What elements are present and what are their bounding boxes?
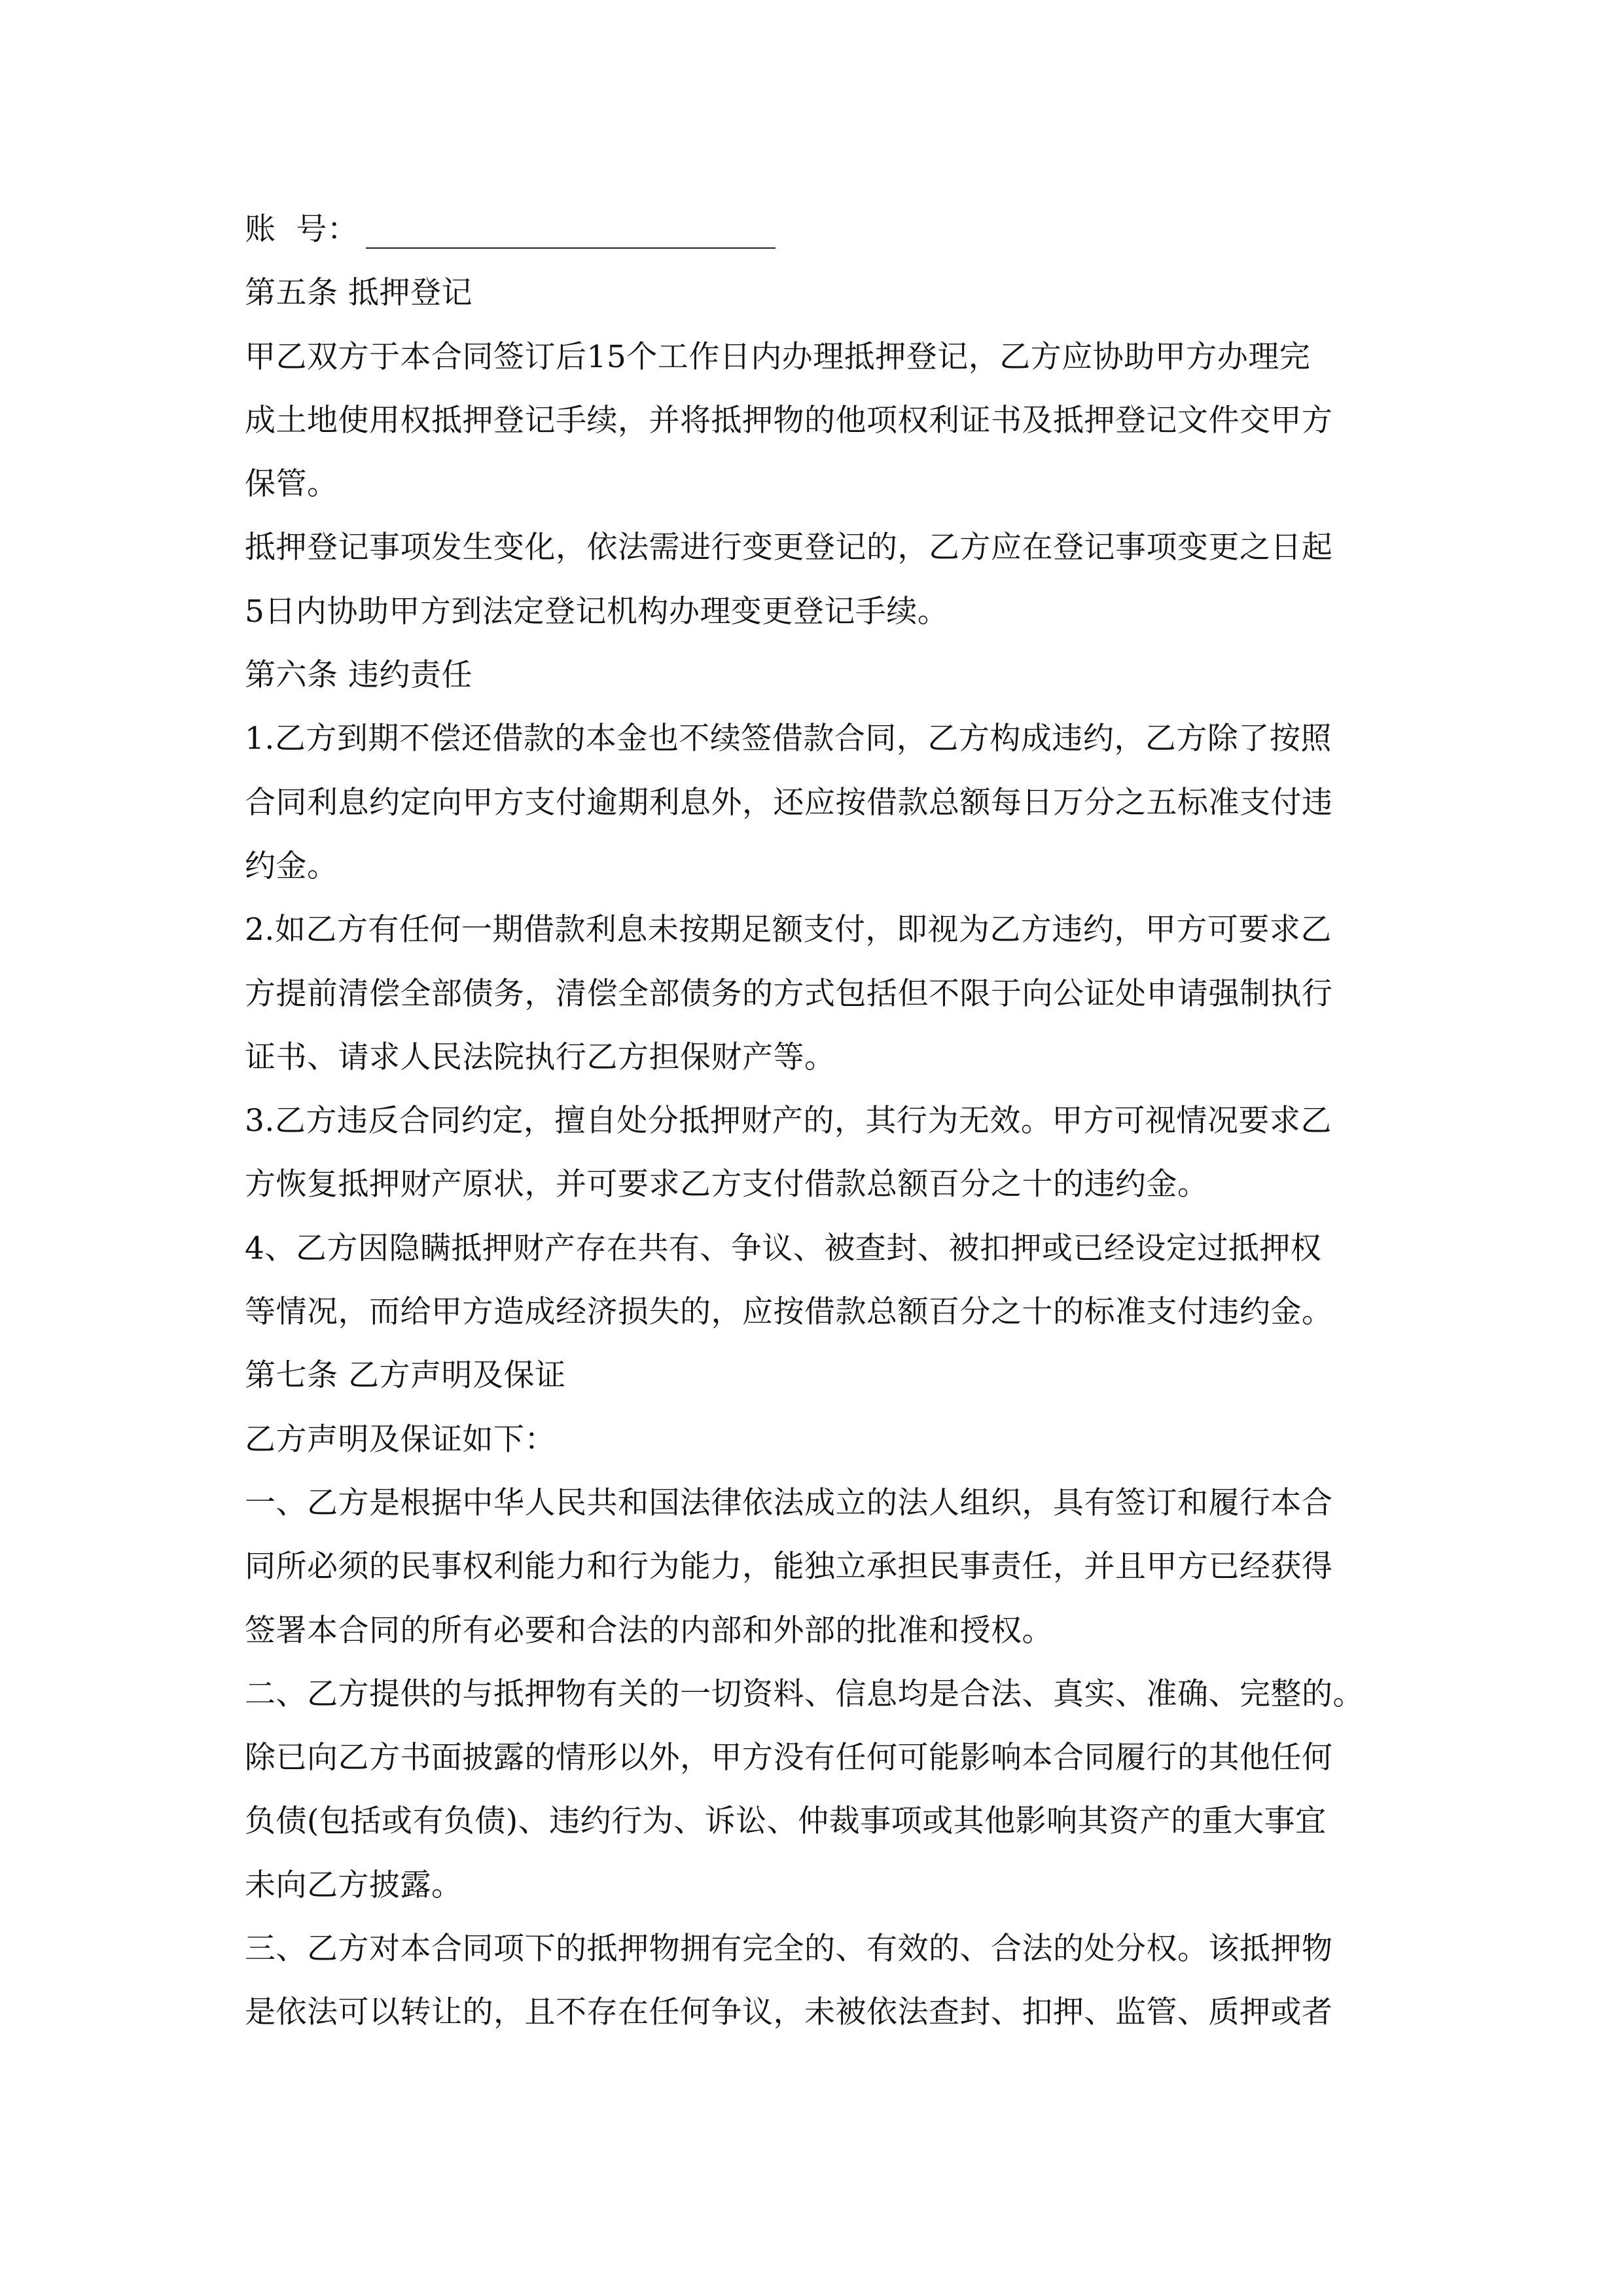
- paragraph-line: 3.乙方违反合同约定，擅自处分抵押财产的，其行为无效。甲方可视情况要求乙: [245, 1103, 1332, 1139]
- article-5-heading: 第五条 抵押登记: [245, 275, 473, 312]
- article-7-heading: 第七条 乙方声明及保证: [245, 1357, 566, 1394]
- paragraph-line: 2.如乙方有任何一期借款利息未按期足额支付，即视为乙方违约，甲方可要求乙: [245, 912, 1332, 948]
- paragraph-line: 一、乙方是根据中华人民共和国法律依法成立的法人组织，具有签订和履行本合: [245, 1484, 1333, 1521]
- paragraph-line: 抵押登记事项发生变化，依法需进行变更登记的，乙方应在登记事项变更之日起: [245, 529, 1333, 566]
- paragraph-line: 1.乙方到期不偿还借款的本金也不续签借款合同，乙方构成违约，乙方除了按照: [245, 721, 1332, 757]
- paragraph-line: 二、乙方提供的与抵押物有关的一切资料、信息均是合法、真实、准确、完整的。: [245, 1676, 1364, 1712]
- account-label: 账 号：: [245, 211, 359, 247]
- paragraph-line: 三、乙方对本合同项下的抵押物拥有完全的、有效的、合法的处分权。该抵押物: [245, 1931, 1333, 1967]
- document-body: [245, 198, 1397, 2045]
- paragraph-line: 同所必须的民事权利能力和行为能力，能独立承担民事责任，并且甲方已经获得: [245, 1549, 1333, 1585]
- paragraph-line: 合同利息约定向甲方支付逾期利息外，还应按借款总额每日万分之五标准支付违: [245, 784, 1333, 821]
- article-6-heading: 第六条 违约责任: [245, 657, 473, 694]
- paragraph-line: 方恢复抵押财产原状，并可要求乙方支付借款总额百分之十的违约金。: [245, 1166, 1209, 1203]
- paragraph-line: 除已向乙方书面披露的情形以外，甲方没有任何可能影响本合同履行的其他任何: [245, 1740, 1333, 1776]
- paragraph-line: 约金。: [245, 848, 338, 884]
- paragraph-line: 乙方声明及保证如下：: [245, 1421, 556, 1458]
- paragraph-line: 方提前清偿全部债务，清偿全部债务的方式包括但不限于向公证处申请强制执行: [245, 975, 1333, 1012]
- paragraph-line: 证书、请求人民法院执行乙方担保财产等。: [245, 1039, 836, 1075]
- paragraph-line: 未向乙方披露。: [245, 1867, 463, 1903]
- paragraph-line: 5日内协助甲方到法定登记机构办理变更登记手续。: [245, 593, 949, 630]
- account-number-blank-field: [366, 211, 776, 249]
- paragraph-line: 保管。: [245, 466, 338, 503]
- paragraph-line: 等情况，而给甲方造成经济损失的，应按借款总额百分之十的标准支付违约金。: [245, 1294, 1333, 1331]
- paragraph-line: 签署本合同的所有必要和合法的内部和外部的批准和授权。: [245, 1612, 1053, 1649]
- account-number-line: [245, 198, 1397, 261]
- paragraph-line: 甲乙双方于本合同签订后15个工作日内办理抵押登记，乙方应协助甲方办理完: [245, 338, 1311, 375]
- paragraph-line: 负债(包括或有负债)、违约行为、诉讼、仲裁事项或其他影响其资产的重大事宜: [245, 1803, 1327, 1840]
- paragraph-line: 4、乙方因隐瞒抵押财产存在共有、争议、被查封、被扣押或已经设定过抵押权: [245, 1230, 1322, 1266]
- paragraph-line: 成土地使用权抵押登记手续，并将抵押物的他项权利证书及抵押登记文件交甲方: [245, 402, 1333, 439]
- paragraph-line: 是依法可以转让的，且不存在任何争议，未被依法查封、扣押、监管、质押或者: [245, 1994, 1333, 2031]
